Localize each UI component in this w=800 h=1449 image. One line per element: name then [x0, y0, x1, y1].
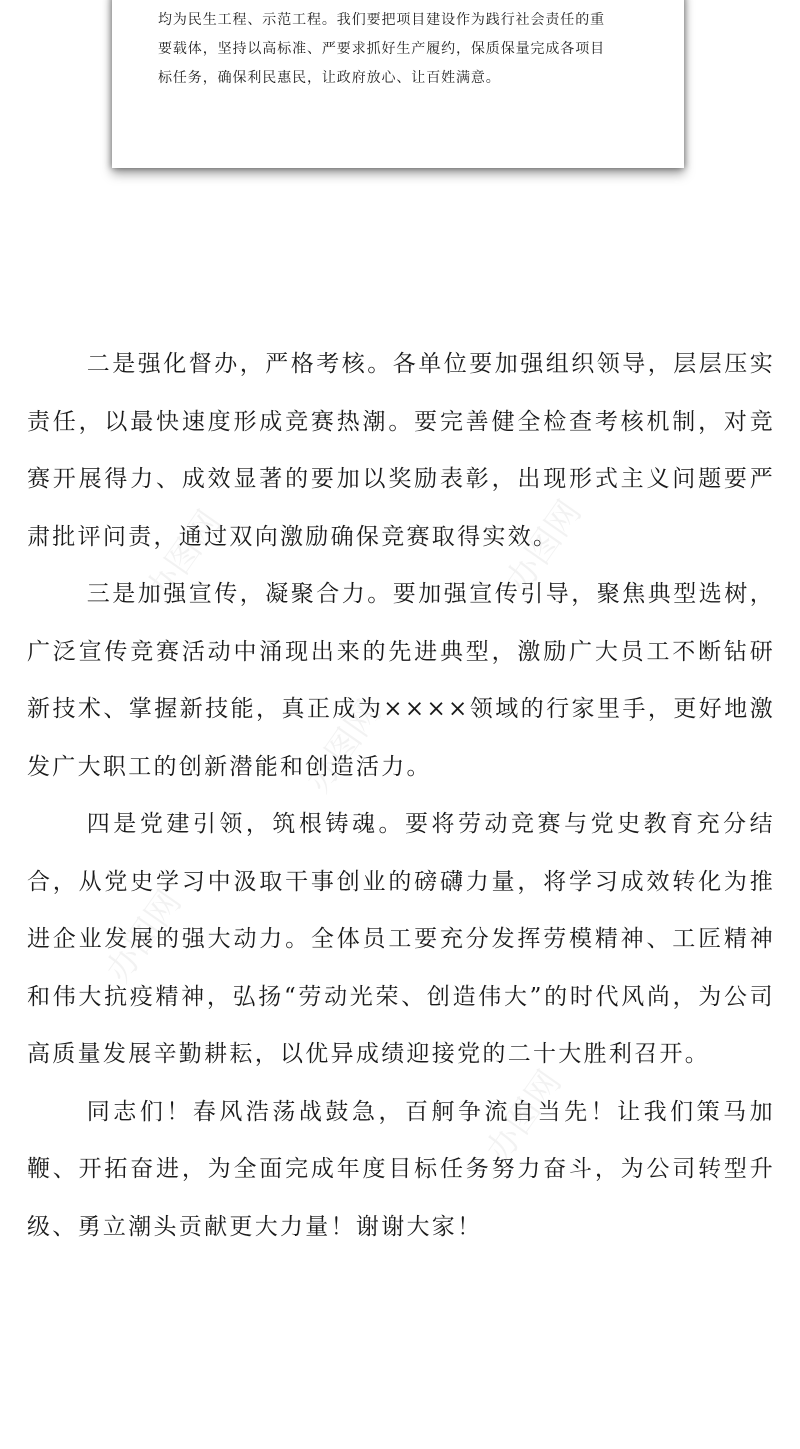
card-line: 要载体，坚持以高标准、严要求抓好生产履约，保质保量完成各项目	[158, 41, 605, 57]
document-page-card	[112, 0, 684, 168]
card-text	[158, 0, 638, 93]
watermark: 办图网	[98, 883, 190, 990]
paragraph-closing: 同志们！春风浩荡战鼓急，百舸争流自当先！让我们策马加鞭、开拓奋进，为全面完成年度目标任务努力奋斗，为公司转型升级、勇立潮头贡献更大力量！谢谢大家！	[27, 1098, 775, 1240]
paragraph-supervision: 二是强化督办，严格考核。各单位要加强组织领导，层层压实责任，以最快速度形成竞赛热潮。要完善健全检查考核机制，对竞赛开展得力、成效显著的要加以奖励表彰，出现形式主义问题要严肃批评问责，通过双向激励确保竞赛取得实效。	[27, 351, 775, 550]
watermark: 办图网	[298, 693, 390, 800]
card-line: 标任务，确保利民惠民，让政府放心、让百姓满意。	[158, 70, 501, 86]
document-body	[27, 336, 775, 1256]
card-line: 均为民生工程、示范工程。我们要把项目建设作为践行社会责任的重	[158, 12, 605, 28]
paragraph-publicity: 三是加强宣传，凝聚合力。要加强宣传引导，聚焦典型选树，广泛宣传竞赛活动中涌现出来的先进典型，激励广大员工不断钻研新技术、掌握新技能，真正成为××××领域的行家里手，更好地激发广大职工的创新潜能和创造活力。	[27, 581, 775, 780]
watermark: 办图网	[138, 503, 230, 610]
watermark: 办图网	[498, 493, 590, 600]
paragraph-party-building: 四是党建引领，筑根铸魂。要将劳动竞赛与党史教育充分结合，从党史学习中汲取干事创业的磅礴力量，将学习成效转化为推进企业发展的强大动力。全体员工要充分发挥劳模精神、工匠精神和伟大抗疫精神，弘扬“劳动光荣、创造伟大”的时代风尚，为公司高质量发展辛勤耕耘，以优异成绩迎接党的二十大胜利召开。	[27, 811, 775, 1067]
watermark: 办图网	[478, 1063, 570, 1170]
